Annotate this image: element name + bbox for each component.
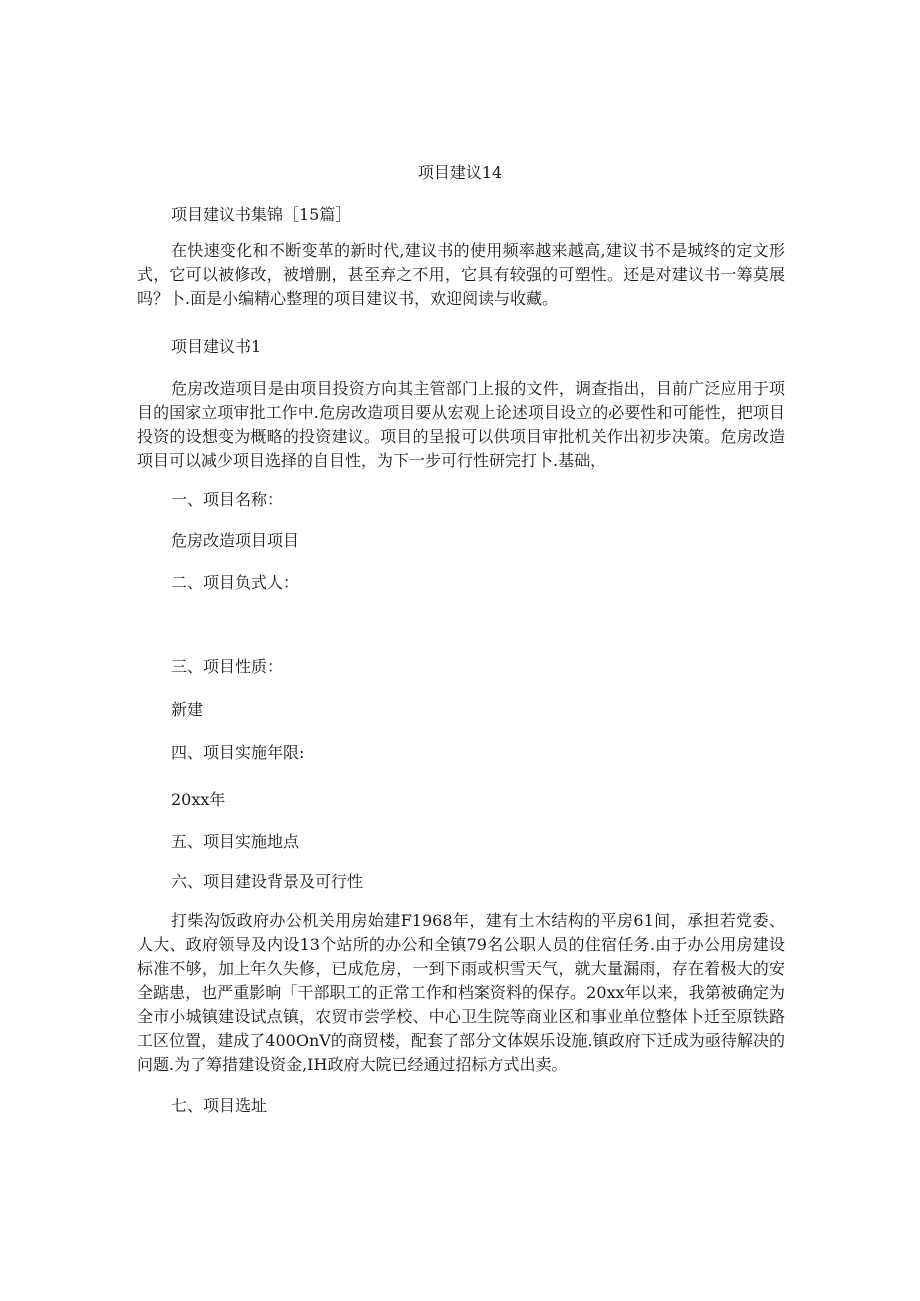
collection-heading: 项目建议书集锦［15篇］ [171, 205, 352, 224]
item-background-label: 六、项目建设背景及可行性 [171, 872, 364, 891]
section-intro-paragraph: 危房改造项目是由项目投资方向其主管部门上报的文件，调查指出，目前广泛应用于项目的国家立项审批工作中.危房改造项目要从宏观上论述项目设立的必要性和可能性，把项目投资的设想变为概略的投资建议。项目的呈报可以供项目审批机关作出初步决策。危房改造项目可以减少项目选择的自目性，为下一步可行性研完打卜.基础， [137, 379, 785, 470]
background-paragraph: 打柴沟饭政府办公机关用房始建F1968年，建有土木结构的平房61间，承担若党委、人大、政府领导及内设13个站所的办公和全镇79名公职人员的住宿任务.由于办公用房建设标准不够，加上年久失修，已成危房，一到下雨或枳雪天气，就大量漏雨，存在着极大的安全踮患，也严重影晌「干部职工的正常工作和档案资料的保存。20xx年以来，我第被确定为全市小城镇建设试点镇，农贸市尝学校、中心卫生院等商业区和事业单位整体卜迁至原铁路工区位置，建成了400OnV的商贸楼，配套了部分文体娱乐设施.镇政府下迁成为亟待解决的问题.为了筹措建设资金,IH政府大院已经通过招标方式出卖。 [137, 911, 785, 1074]
item-period-value: 20xx年 [171, 790, 226, 809]
item-owner-label: 二、项目负式人： [171, 573, 300, 592]
item-location-label: 五、项目实施地点 [171, 832, 300, 851]
item-period-label: 四、项目实施年限: [171, 743, 305, 762]
document-title: 项目建议14 [417, 163, 503, 182]
item-name-label: 一、项目名称： [171, 490, 284, 509]
item-nature-label: 三、项目性质： [171, 657, 284, 676]
section-title: 项目建议书1 [171, 337, 262, 356]
intro-paragraph: 在快速变化和不断变革的新时代,建议书的使用频率越来越高,建议书不是城终的定文形式，它可以被修改，被增删，甚至弃之不用，它具有较强的可塑性。还是对建议书一筹莫展吗？卜.面是小编精心整理的项目建议书，欢迎阅读与收藏。 [137, 241, 785, 308]
item-nature-value: 新建 [171, 700, 204, 719]
item-name-value: 危房改造项目项目 [171, 531, 300, 550]
item-site-label: 七、项目选址 [171, 1096, 268, 1115]
